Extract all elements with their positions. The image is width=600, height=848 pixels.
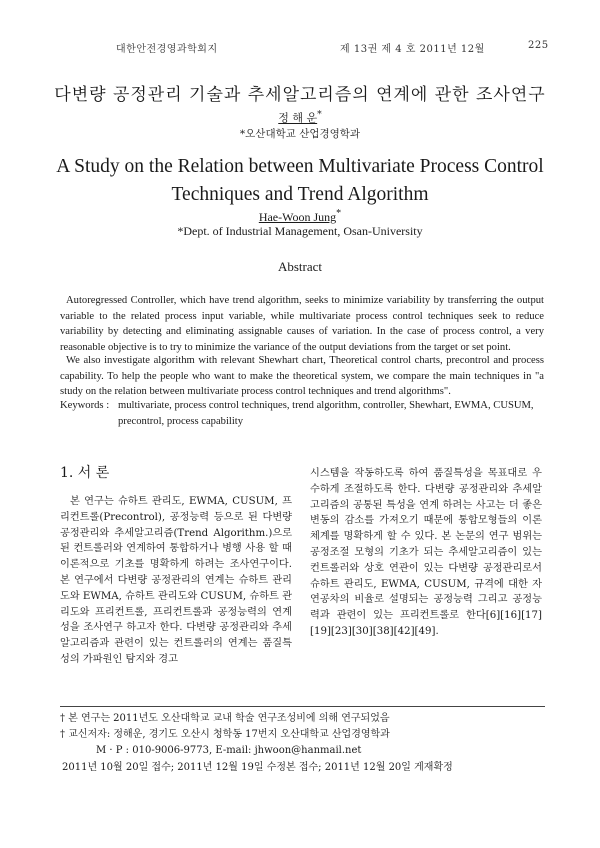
footnote-author-contact: † 교신저자: 정해운, 경기도 오산시 청학동 17번지 오산대학교 산업경영학과 [60, 729, 390, 740]
english-affiliation: *Dept. of Industrial Management, Osan-University [177, 224, 423, 238]
keywords-label: Keywords : [60, 400, 110, 411]
journal-name: 대한안전경영과학회지 [116, 44, 218, 55]
english-author [0, 208, 600, 225]
footnote-funding: † 본 연구는 2011년도 오산대학교 교내 학술 연구조성비에 의해 연구되었음 [60, 713, 390, 724]
page-number: 225 [528, 40, 549, 51]
korean-author [0, 109, 600, 126]
korean-title: 다변량 공정관리 기술과 추세알고리즘의 연계에 관한 조사연구 [54, 85, 546, 105]
keywords-list: multivariate, process control techniques, trend algorithm, controller, Shewhart, EWMA, CUSUM, precontrol, process capability [118, 400, 534, 427]
section-right-column: 시스템을 작동하도록 하여 품질특성을 목표대로 우수하게 조절하도록 한다. 다변량 공정관리와 추세알고리즘의 공통된 특성을 연계 하려는 사고는 더 좋은 변동의 감소를 가져오기 때문에 통합모형들의 이론체계를 명확하게 할 수 있다. 본 논문의 연구 범위는 공정조절 모형의 기초가 되는 추세알고리즘이 있는 컨트롤러와 상호 연관이 있는 다변량 공정관리로서 슈하트 관리도, EWMA, CUSUM, 규격에 대한 자연공차의 비율로 설명되는 공정능력 그리고 공정능력과 관련이 있는 프리컨트롤로 한다[6][16][17][19][23][30][38][42][49]. [310, 468, 542, 637]
english-title: A Study on the Relation between Multivariate Process Control Techniques and Trend Algorithm [56, 156, 544, 205]
abstract-paragraph-2: We also investigate algorithm with relevant Shewhart chart, Theoretical control charts, precontrol and process capability. To help the people who want to make the theoretical system, we compare the main techniques in "a study on the relation between multivariate process control techniques and trend algorithms". [60, 355, 544, 398]
footnote-phone-email: M · P : 010-9006-9773, E-mail: jhwoon@hanmail.net [96, 745, 362, 756]
abstract-heading: Abstract [277, 259, 323, 274]
footnote-divider [60, 706, 545, 707]
english-author-name: Hae-Woon Jung [258, 210, 337, 224]
korean-author-name: 정 해 운 [278, 111, 318, 125]
section-left-column: 본 연구는 슈하트 관리도, EWMA, CUSUM, 프리컨트롤(Precontrol), 공정능력 등으로 된 다변량 공정관리와 추세알고리즘(Trend Algorithm.)으로 된 컨트롤러와 연계하여 통합하거나 병행 사용 할 때 이론적으로 기초를 명확하게 하려는 조사연구이다. 본 연구에서 다변량 공정관리의 연계는 슈하트 관리도와 EWMA, 슈하트 관리도와 CUSUM, 슈하트 관리도와 프리컨트롤, 프리컨트롤과 공정능력의 연계성을 조사연구 하고자 한다. 다변량 공정관리와 추세알고리즘과 관련이 있는 컨트롤러의 연계는 품질특성의 가파원인 탐지와 경고 [60, 496, 292, 665]
korean-author-mark: * [317, 109, 322, 120]
volume-issue: 제 13권 제 4 호 2011년 12월 [340, 44, 485, 55]
section-heading: 1. 서 론 [60, 465, 110, 481]
footnote-dates: 2011년 10월 20일 접수; 2011년 12월 19일 수정본 접수; 2011년 12월 20일 게재확정 [62, 762, 453, 773]
english-author-mark: * [336, 208, 342, 219]
keywords-block [60, 398, 550, 429]
korean-affiliation: *오산대학교 산업경영학과 [239, 128, 361, 140]
abstract-paragraph-1: Autoregressed Controller, which have trend algorithm, seeks to minimize variability by transferring the output variable to the related process input variable, while multivariate process control techniques seek to reduce variability by detecting and eliminating assignable causes of variation. In the case of process control, a very reasonable objective is to try to minimize the variance of the output deviations from the target or set point. [60, 295, 544, 353]
